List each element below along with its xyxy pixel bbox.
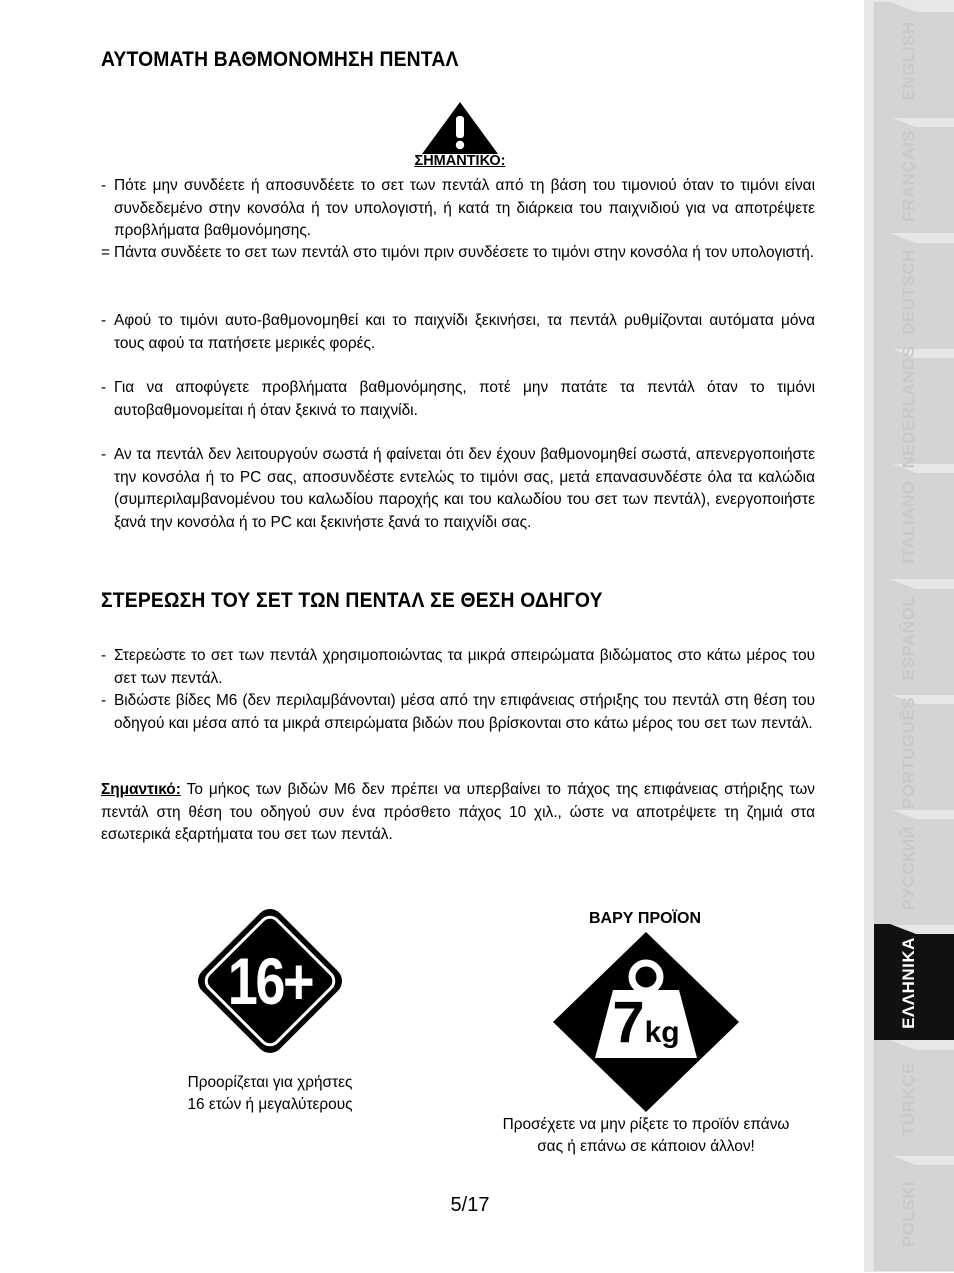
language-tab-9[interactable] [864,1040,954,1158]
list-marker: - [101,177,107,194]
weight-value: 7 [612,990,645,1055]
age-16-badge [189,900,351,1062]
heavy-product-title: ΒΑΡΥ ΠΡΟΪΟΝ [588,910,701,927]
list-item-text: Αφού το τιμόνι αυτο-βαθμονομηθεί και το παιχνίδι ξεκινήσει, τα πεντάλ ρυθμίζονται αυτόματα μόνα τους αφού τα πατήσετε μερικές φορές. [114,312,815,352]
heavy-caption-line2: σας ή επάνω σε κάποιον άλλον! [537,1138,755,1155]
list-item [101,242,815,265]
list-marker: - [101,692,107,709]
list-item-text: Πότε μην συνδέετε ή αποσυνδέετε το σετ των πεντάλ από τη βάση του τιμονιού όταν το τιμόνι είναι συνδεδεμένο στην κονσόλα ή τον υπολογιστή, ή κατά τη διάρκεια του παιχνιδιού για να αποτρέψετε προβλήματα βαθμονόμησης. [114,177,815,240]
list-marker: - [101,446,107,463]
language-tab-8[interactable] [864,924,954,1042]
age-caption [150,1072,390,1116]
list-item-text: Στερεώστε το σετ των πεντάλ χρησιμοποιώντας τα μικρά σπειρώματα βιδώματος στο κάτω μέρος του σετ των πεντάλ. [114,647,815,687]
list-item-text: Πάντα συνδέετε το σετ των πεντάλ στο τιμόνι πριν συνδέσετε το τιμόνι στην κονσόλα ή τον υπολογιστή. [114,244,815,261]
list-item [101,310,815,355]
list-item [101,444,815,534]
language-tab-label: TÜRKÇE [899,1061,918,1136]
language-tab-7[interactable] [864,809,954,927]
language-tab-label: PORTUGUÊS [899,696,918,809]
list-item [101,377,815,422]
language-tab-3[interactable] [864,345,954,469]
language-tab-label: POLSKI [899,1180,918,1248]
weight-unit: kg [644,1016,680,1049]
age-caption-line2: 16 ετών ή μεγαλύτερους [187,1096,353,1113]
heavy-caption-line1: Προσέχετε να μην ρίξετε το προϊόν επάνω [502,1116,790,1133]
section-title-calibration: ΑΥΤΟΜΑΤΗ ΒΑΘΜΟΝΟΜΗΣΗ ΠΕΝΤΑΛ [101,48,459,71]
section-title-mounting: ΣΤΕΡΕΩΣΗ ΤΟΥ ΣΕΤ ΤΩΝ ΠΕΝΤΑΛ ΣΕ ΘΕΣΗ ΟΔΗΓΟΥ [101,589,603,612]
list-item [101,175,815,243]
language-tab-label: FRANÇAIS [899,130,918,223]
language-tab-label: РУССКИЙ [899,825,918,911]
language-tab-0[interactable] [864,2,954,120]
language-tab-label: DEUTSCH [899,248,918,335]
list-item-text: Αν τα πεντάλ δεν λειτουργούν σωστά ή φαίνεται ότι δεν έχουν βαθμονομηθεί σωστά, απενεργοποιήστε την κονσόλα ή το PC σας, αποσυνδέστε εντελώς το τιμόνι σας, μετά επανασυνδέστε όλα τα καλώδια (συμπεριλαμβανομένου του καλωδίου παροχής και του καλωδίου του σετ των πεντάλ), ενεργοποιήστε ξανά την κονσόλα ή το PC και ξεκινήστε ξανά το παιχνίδι σας. [114,446,815,531]
list-marker: = [101,244,110,261]
list-marker: - [101,379,107,396]
age-caption-line1: Προορίζεται για χρήστες [187,1074,353,1091]
language-tab-6[interactable] [864,694,954,812]
page-number: 5/17 [450,1194,490,1216]
age-badge-text: 16+ [227,944,313,1018]
list-item [101,645,815,690]
language-tab-5[interactable] [864,579,954,697]
weight-7kg-icon [551,930,741,1114]
important-note [101,779,815,847]
language-tab-label: ENGLISH [899,21,918,101]
language-tab-label: ESPAÑOL [899,595,918,680]
warning-icon [420,100,500,161]
language-tab-label: ITALIANO [899,480,918,564]
important-label: ΣΗΜΑΝΤΙΚΟ: [414,153,506,169]
list-item-text: Βιδώστε βίδες M6 (δεν περιλαμβάνονται) μέσα από την επιφάνειας στήριξης του πεντάλ στη θέση του οδηγού και μέσα από τα μικρά σπειρώματα βιδών που βρίσκονται στο κάτω μέρος του σετ των πεντάλ. [114,692,815,732]
language-tab-1[interactable] [864,117,954,235]
language-tab-label: NEDERLANDS [899,345,918,469]
heavy-caption [470,1114,822,1158]
list-item [101,690,815,735]
language-tab-10[interactable] [864,1155,954,1273]
important-note-text: Το μήκος των βιδών M6 δεν πρέπει να υπερβαίνει το πάχος της επιφάνειας στήριξης των πεντάλ στη θέση του οδηγού συν ένα πρόσθετο πάχος 10 χιλ., ώστε να αποτρέψετε τη ζημιά στα εσωτερικά εξαρτήματα του σετ των πεντάλ. [101,781,815,844]
list-marker: - [101,647,107,664]
list-item-text: Για να αποφύγετε προβλήματα βαθμονόμησης, ποτέ μην πατάτε τα πεντάλ όταν το τιμόνι αυτοβαθμονομείται ή όταν ξεκινά το παιχνίδι. [114,379,815,419]
important-note-label: Σημαντικό: [101,781,181,798]
language-tab-2[interactable] [864,233,954,351]
language-tab-label: ΕΛΛΗΝΙΚΑ [899,937,918,1030]
list-marker: - [101,312,107,329]
language-tab-4[interactable] [864,463,954,581]
